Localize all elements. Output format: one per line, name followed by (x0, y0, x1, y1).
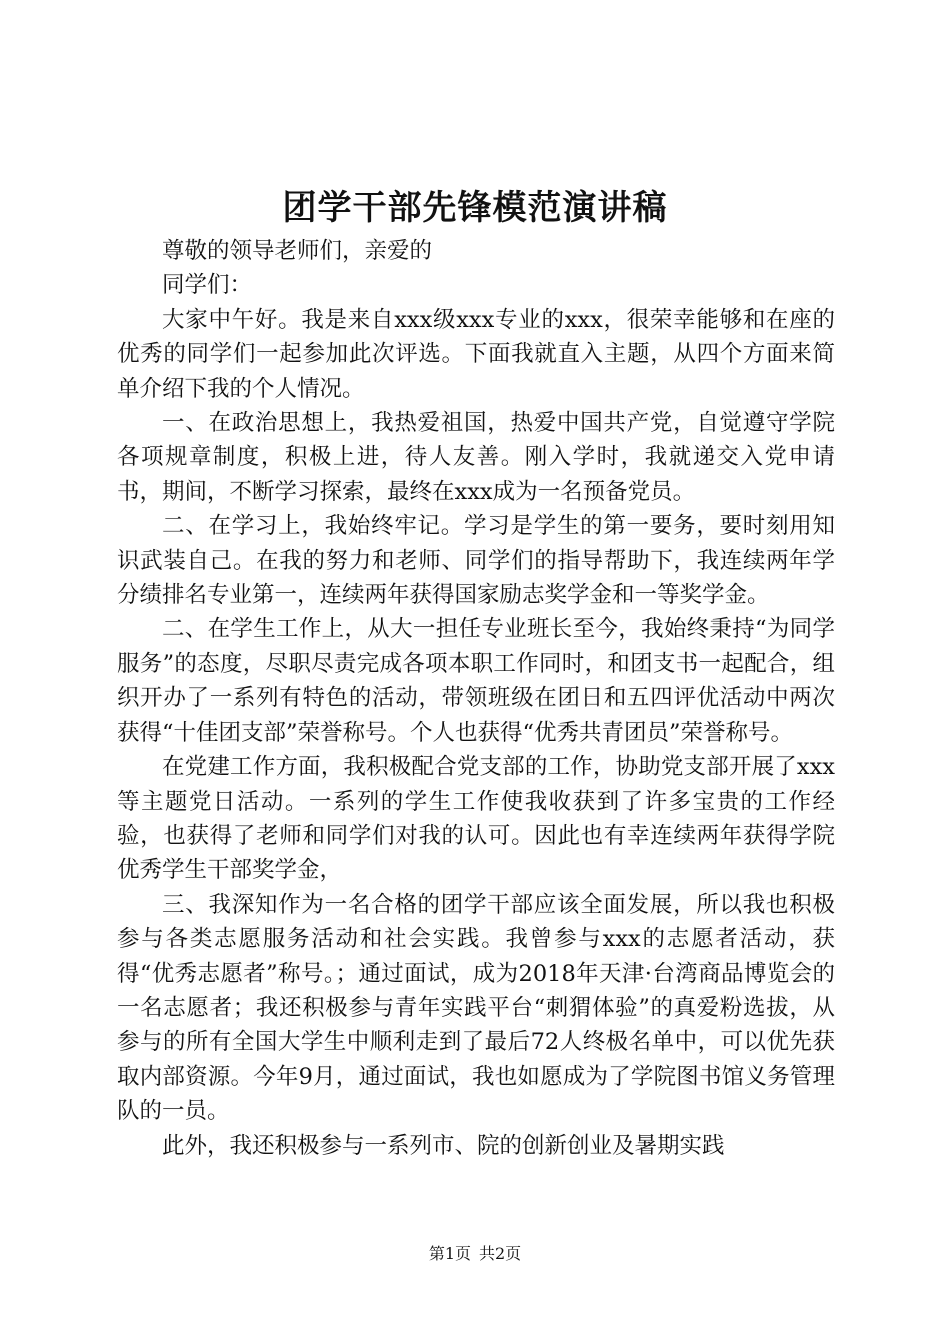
page-footer (0, 1242, 950, 1266)
paragraph-innovation: 此外，我还积极参与一系列市、院的创新创业及暑期实践 (162, 1132, 725, 1159)
paragraph-student-work: 二、在学生工作上，从大一担任专业班长至今，我始终秉持“为同学服务”的态度，尽职尽责完成各项本职工作同时，和团支书一起配合，组织开办了一系列有特色的活动，带领班级在团日和五四评优活动中两次获得“十佳团支部”荣誉称号。个人也获得“优秀共青团员”荣誉称号。 (117, 616, 835, 746)
paragraph-study: 二、在学习上，我始终牢记。学习是学生的第一要务，要时刻用知识武装自己。在我的努力和老师、同学们的指导帮助下，我连续两年学分绩排名专业第一，连续两年获得国家励志奖学金和一等奖学金。 (117, 513, 835, 609)
page-total: 共2页 (479, 1244, 522, 1263)
paragraph-introduction: 大家中午好。我是来自xxx级xxx专业的xxx，很荣幸能够和在座的优秀的同学们一起参加此次评选。下面我就直入主题，从四个方面来简单介绍下我的个人情况。 (117, 306, 835, 402)
salutation-line-1: 尊敬的领导老师们，亲爱的 (162, 238, 433, 264)
document-body (117, 234, 835, 1163)
salutation-line-2: 同学们： (162, 272, 253, 299)
paragraph-party-building: 在党建工作方面，我积极配合党支部的工作，协助党支部开展了xxx等主题党日活动。一系列的学生工作使我收获到了许多宝贵的工作经验，也获得了老师和同学们对我的认可。因此也有幸连续两年获得学院优秀学生干部奖学金， (117, 754, 835, 884)
paragraph-political: 一、在政治思想上，我热爱祖国，热爱中国共产党，自觉遵守学院各项规章制度，积极上进，待人友善。刚入学时，我就递交入党申请书，期间，不断学习探索，最终在xxx成为一名预备党员。 (117, 410, 835, 505)
paragraph-volunteer: 三、我深知作为一名合格的团学干部应该全面发展，所以我也积极参与各类志愿服务活动和社会实践。我曾参与xxx的志愿者活动，获得“优秀志愿者”称号。；通过面试，成为2018年天津·台湾商品博览会的一名志愿者；我还积极参与青年实践平台“刺猬体验”的真爱粉选拔，从参与的所有全国大学生中顺利走到了最后72人终极名单中，可以优先获取内部资源。今年9月，通过面试，我也如愿成为了学院图书馆义务管理队的一员。 (117, 891, 835, 1125)
page-number: 第1页 (428, 1244, 471, 1263)
document-title: 团学干部先锋模范演讲稿 (282, 188, 668, 228)
